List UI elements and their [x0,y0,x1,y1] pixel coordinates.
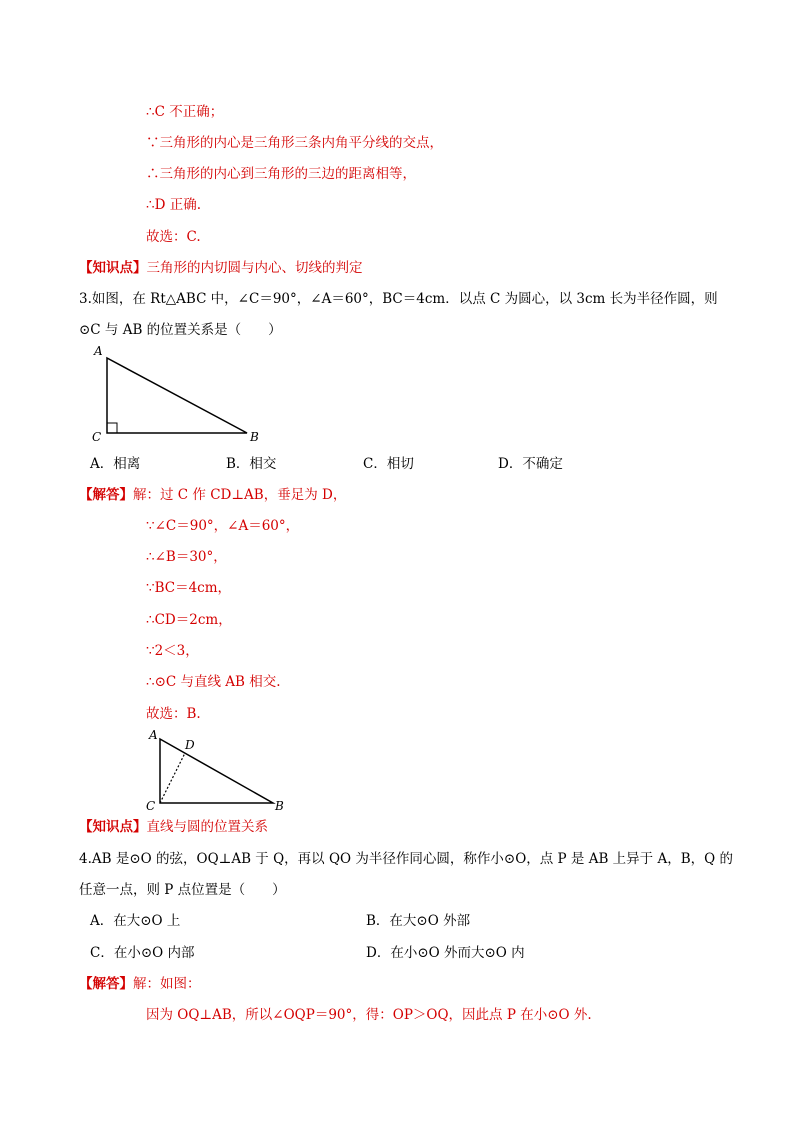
option-a: A．在大⊙O 上 [90,913,181,929]
answer-intro-text: 解：如图： [133,976,201,992]
foot-label-d: D [185,738,195,752]
vertex-label-b: B [275,799,284,813]
answer-tag: 【解答】 [79,976,133,992]
option-b: B．相交 [226,456,277,472]
knowledge-point-tag: 【知识点】 [79,260,147,276]
triangle-figure [86,340,266,450]
answer-intro-text: 解：过 C 作 CD⊥AB，垂足为 D， [133,487,347,503]
triangle-abc [160,739,273,803]
answer-step: 因为 OQ⊥AB，所以∠OQP＝90°，得：OP＞OQ，因此点 P 在小⊙O 外. [146,1007,592,1023]
answer-step: ∴CD＝2cm， [146,612,232,628]
option-d: D．在小⊙O 外而大⊙O 内 [366,945,525,961]
altitude-cd [160,753,185,803]
option-b: B．在大⊙O 外部 [366,913,471,929]
vertex-label-a: A [94,344,103,358]
knowledge-point-text: 直线与圆的位置关系 [146,819,268,835]
answer-step: ∴三角形的内心到三角形的三边的距离相等， [146,166,416,182]
question-3-line1: 3.如图，在 Rt△ABC 中，∠C＝90°，∠A＝60°，BC＝4cm．以点 C 为圆心，以 3cm 长为半径作圆，则 [79,291,718,307]
vertex-label-b: B [250,430,259,444]
option-c: C．在小⊙O 内部 [90,945,195,961]
answer-step: ∵BC＝4cm， [146,580,232,596]
knowledge-point-text: 三角形的内切圆与内心、切线的判定 [146,260,363,276]
question-3-line2: ⊙C 与 AB 的位置关系是（ ） [79,322,282,338]
answer-conclusion: 故选：B. [146,706,201,722]
answer-tag: 【解答】 [79,487,133,503]
answer-step: ∴∠B＝30°， [146,549,227,565]
answer-step: ∴⊙C 与直线 AB 相交. [146,674,281,690]
right-angle-mark [107,423,117,433]
vertex-label-c: C [146,799,156,813]
knowledge-point-tag: 【知识点】 [79,819,147,835]
answer-step: ∵2＜3， [146,643,199,659]
vertex-label-a: A [149,728,158,742]
knowledge-point [79,818,268,836]
option-a: A．相离 [90,456,141,472]
answer-step: ∵三角形的内心是三角形三条内角平分线的交点， [146,135,443,151]
answer-4-intro [79,975,201,993]
answer-step: ∵∠C＝90°，∠A＝60°， [146,518,300,534]
option-c: C．相切 [363,456,414,472]
answer-step: ∴C 不正确； [146,104,224,120]
triangle-abc [107,358,247,433]
vertex-label-c: C [92,430,102,444]
answer-step: ∴D 正确. [146,197,201,213]
answer-conclusion: 故选：C. [146,229,201,245]
answer-3-intro [79,486,346,504]
triangle-altitude-figure [140,725,300,815]
question-4-line2: 任意一点，则 P 点位置是（ ） [79,882,286,898]
option-d: D．不确定 [498,456,563,472]
question-4-line1: 4.AB 是⊙O 的弦，OQ⊥AB 于 Q，再以 QO 为半径作同心圆，称作小⊙O，点 P 是 AB 上异于 A，B，Q 的 [79,851,733,867]
knowledge-point [79,259,363,277]
